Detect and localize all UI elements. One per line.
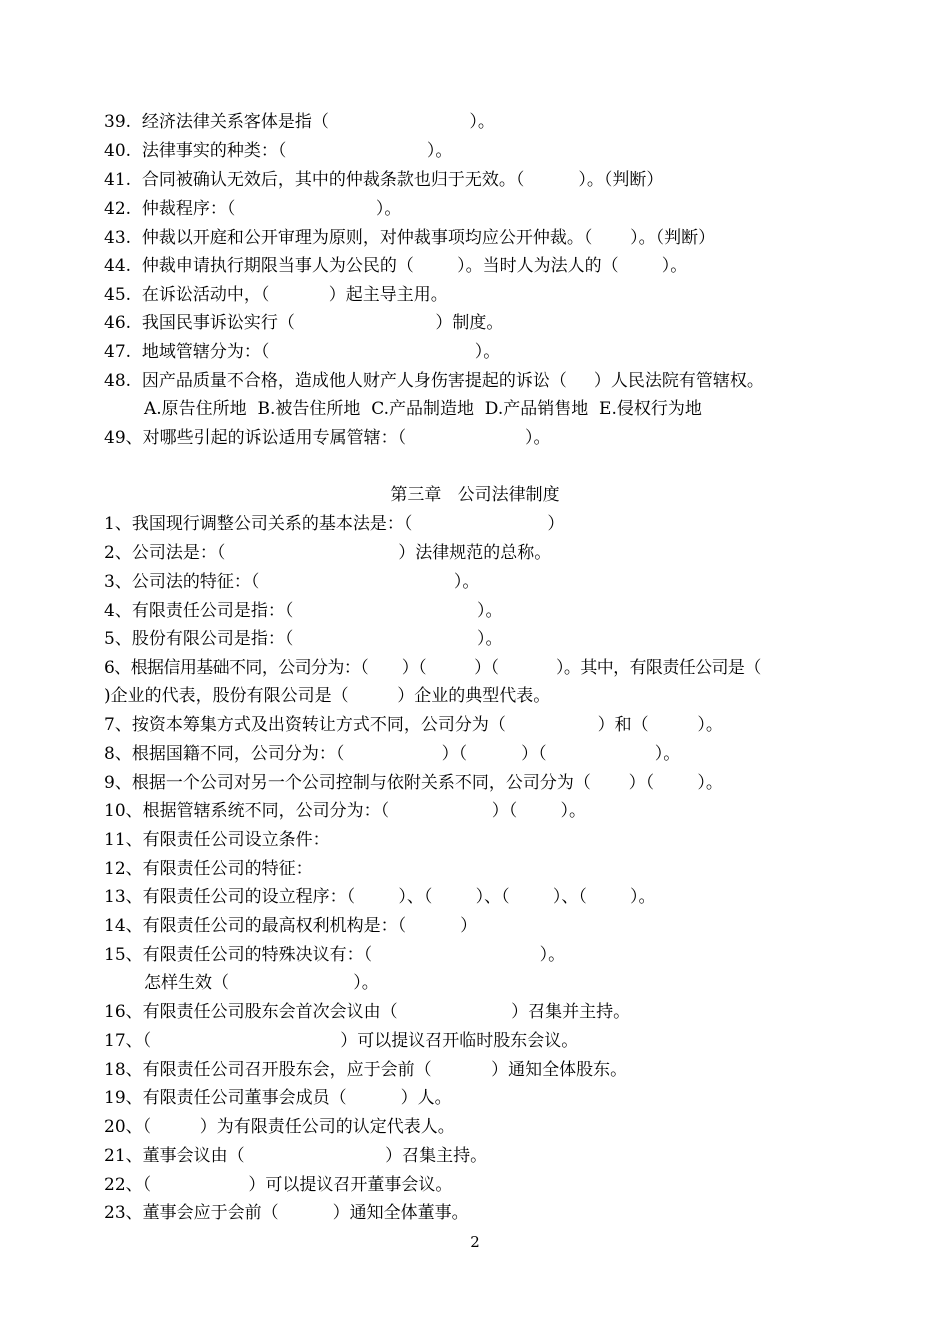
chapter3-question-15-sub: 怎样生效（ ）。 [144,973,379,993]
chapter3-question-15: 15、有限责任公司的特殊决议有：（ ）。 [104,945,566,965]
chapter3-question-19: 19、有限责任公司董事会成员（ ）人。 [104,1088,452,1108]
question-42: 42. 仲裁程序：（ ）。 [104,199,402,219]
question-43: 43. 仲裁以开庭和公开审理为原则，对仲裁事项均应公开仲裁。（ ）。（判断） [104,228,716,248]
question-46: 46. 我国民事诉讼实行（ ）制度。 [104,313,504,333]
chapter3-question-1: 1、我国现行调整公司关系的基本法是：（ ） [104,514,565,534]
question-48: 48. 因产品质量不合格，造成他人财产人身伤害提起的诉讼（ ）人民法院有管辖权。 [104,371,764,391]
question-39: 39. 经济法律关系客体是指（ ）。 [104,112,495,132]
chapter3-question-4: 4、有限责任公司是指：（ ）。 [104,601,503,621]
question-44: 44. 仲裁申请执行期限当事人为公民的（ ）。当时人为法人的（ ）。 [104,256,688,276]
chapter3-question-21: 21、董事会议由（ ）召集主持。 [104,1146,488,1166]
chapter3-question-14: 14、有限责任公司的最高权利机构是：（ ） [104,916,478,936]
chapter3-question-10: 10、根据管辖系统不同，公司分为：（ ）（ ）。 [104,801,587,821]
chapter3-question-12: 12、有限责任公司的特征： [104,859,313,879]
question-41: 41. 合同被确认无效后，其中的仲裁条款也归于无效。（ ）。（判断） [104,170,664,190]
question-48-options: A.原告住所地 B.被告住所地 C.产品制造地 D.产品销售地 E.侵权行为地 [144,399,702,419]
chapter3-question-20: 20、（ ）为有限责任公司的认定代表人。 [104,1117,455,1137]
chapter3-question-2: 2、公司法是：（ ）法律规范的总称。 [104,543,552,563]
question-49: 49、对哪些引起的诉讼适用专属管辖：（ ）。 [104,428,551,448]
chapter3-question-17: 17、（ ）可以提议召开临时股东会议。 [104,1031,579,1051]
chapter3-question-18: 18、有限责任公司召开股东会，应于会前（ ）通知全体股东。 [104,1060,628,1080]
question-40: 40. 法律事实的种类：（ ）。 [104,141,453,161]
chapter3-question-16: 16、有限责任公司股东会首次会议由（ ）召集并主持。 [104,1002,631,1022]
chapter3-question-22: 22、（ ）可以提议召开董事会议。 [104,1175,453,1195]
chapter3-question-9: 9、根据一个公司对另一个公司控制与依附关系不同，公司分为（ ）（ ）。 [104,773,723,793]
chapter3-question-5: 5、股份有限公司是指：（ ）。 [104,629,503,649]
page-number: 2 [470,1233,480,1251]
chapter3-question-6: 6、根据信用基础不同，公司分为：（ ）（ ）（ ）。其中，有限责任公司是（ [104,658,761,678]
chapter3-question-8: 8、根据国籍不同，公司分为：（ ）（ ）（ ）。 [104,744,681,764]
chapter3-question-3: 3、公司法的特征：（ ）。 [104,572,480,592]
question-45: 45. 在诉讼活动中，（ ）起主导主用。 [104,285,448,305]
chapter3-question-6-cont: )企业的代表，股份有限公司是（ ）企业的典型代表。 [104,686,551,706]
chapter-title: 第三章 公司法律制度 [390,485,560,505]
chapter3-question-23: 23、董事会应于会前（ ）通知全体董事。 [104,1203,469,1223]
chapter3-question-11: 11、有限责任公司设立条件： [104,830,330,850]
question-47: 47. 地域管辖分为：（ ）。 [104,342,501,362]
chapter3-question-13: 13、有限责任公司的设立程序：（ ）、（ ）、（ ）、（ ）。 [104,887,656,907]
chapter3-question-7: 7、按资本筹集方式及出资转让方式不同，公司分为（ ）和（ ）。 [104,715,723,735]
